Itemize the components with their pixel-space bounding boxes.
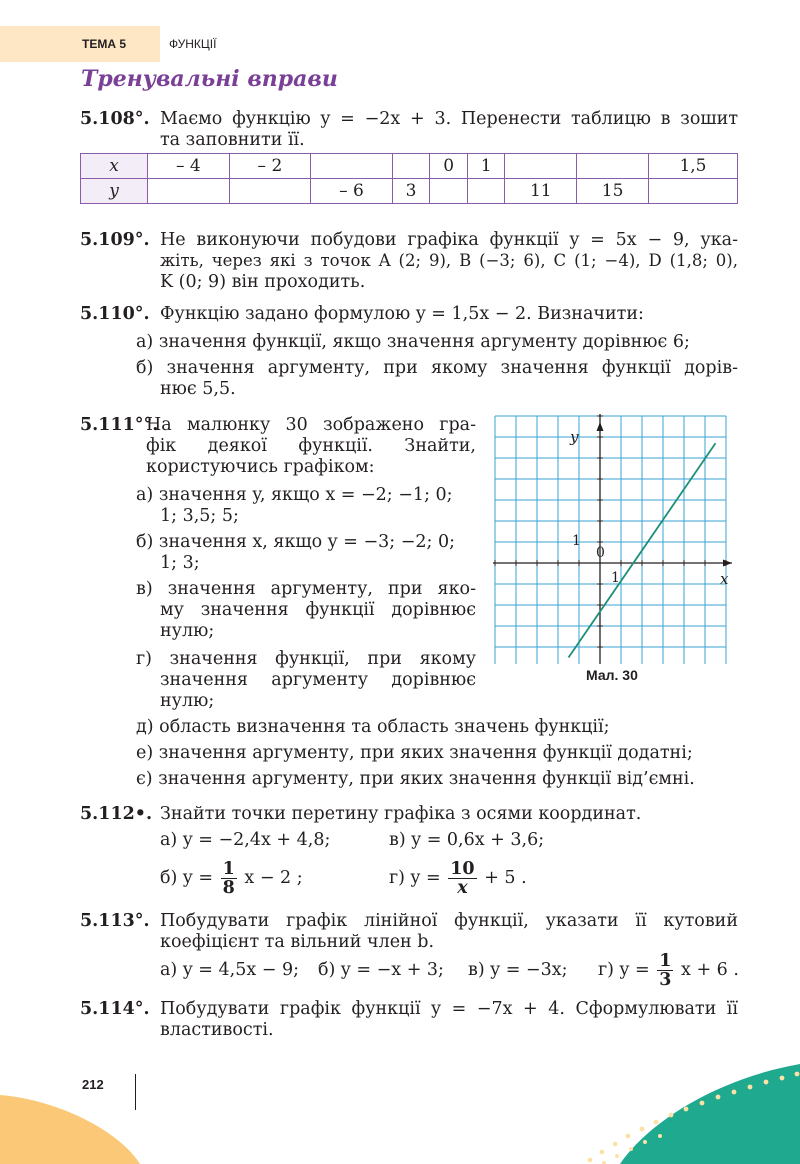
ex110-line1: Функцію задано формулою y = 1,5x − 2. Визначити:: [160, 304, 644, 324]
ex110-b1: б) значення аргументу, при якому значення функції дорів-: [136, 358, 738, 378]
tick-y-label: 1: [572, 533, 581, 549]
ex112-line1: Знайти точки перетину графіка з осями координат.: [160, 804, 642, 824]
x-axis-arrow-icon: [723, 560, 732, 567]
ex111-e: е) значення аргументу, при яких значення функції додатні;: [136, 743, 693, 763]
ex113-g: [598, 950, 739, 990]
ex111-g1: г) значення функції, при якому: [136, 649, 476, 669]
table-cell: 1,5: [648, 154, 737, 179]
table-cell: 1: [467, 154, 505, 179]
ex111-b2: 1; 3;: [160, 553, 200, 573]
figure-caption: Мал. 30: [586, 667, 638, 683]
ex114-line2: властивості.: [160, 1020, 274, 1040]
table-cell: [229, 179, 311, 204]
table-row-x: [81, 154, 738, 179]
ex112-a: а) y = −2,4x + 4,8;: [160, 830, 331, 850]
ex112-g-pre: г) y =: [389, 868, 441, 888]
fraction-denominator: x: [457, 878, 468, 898]
x-axis-label: x: [720, 570, 729, 588]
table-row-y: [81, 179, 738, 204]
ex113-b: б) y = −x + 3;: [318, 960, 444, 980]
ex113-v: в) y = −3x;: [468, 960, 568, 980]
ex111-v3: нулю;: [160, 621, 215, 641]
ex112-number: 5.112•.: [80, 804, 153, 824]
section-title: Тренувальні вправи: [81, 66, 338, 92]
ex111-v1: в) значення аргументу, при яко-: [136, 579, 476, 599]
ex110-a: а) значення функції, якщо значення аргументу дорівнює 6;: [136, 332, 690, 352]
table-cell: 15: [577, 179, 649, 204]
origin-label: 0: [596, 545, 605, 561]
ex110-number: 5.110°.: [80, 304, 150, 324]
topic-label: ТЕМА 5: [82, 37, 127, 51]
ex111-g3: нулю;: [160, 691, 215, 711]
fraction-numerator: 1: [659, 951, 672, 971]
ex112-g-post: + 5 .: [484, 868, 527, 888]
table-cell: – 6: [311, 179, 393, 204]
fraction-numerator: 1: [222, 859, 235, 879]
ex112-v: в) y = 0,6x + 3,6;: [389, 830, 545, 850]
ex111-a1: а) значення y, якщо x = −2; −1; 0;: [136, 485, 453, 505]
ex108-line1: Маємо функцію y = −2x + 3. Перенести таблицю в зошит: [160, 109, 738, 129]
footer-decoration: [0, 1040, 800, 1164]
ex113-a: а) y = 4,5x − 9;: [160, 960, 300, 980]
ex108-number: 5.108°.: [80, 109, 150, 129]
ex114-line1: Побудувати графік функції y = −7x + 4. Сформулювати її: [160, 999, 738, 1019]
topic-name: ФУНКЦІЇ: [169, 37, 217, 51]
ex113-line2: коефіцієнт та вільний член b.: [160, 932, 435, 952]
ex113-g-fraction: [657, 952, 673, 989]
ex111-ye: є) значення аргументу, при яких значення функції від’ємні.: [136, 769, 695, 789]
ex109-number: 5.109°.: [80, 230, 150, 250]
table-cell: [430, 179, 468, 204]
table-cell: 0: [430, 154, 468, 179]
page-number: 212: [82, 1077, 104, 1092]
ex109-line3: K (0; 9) він проходить.: [160, 272, 366, 292]
ex113-g-pre: г) y =: [598, 960, 650, 980]
table-cell: y: [81, 179, 148, 204]
fraction-numerator: 10: [450, 859, 475, 879]
table-cell: [392, 154, 430, 179]
ex111-intro3: користуючись графіком:: [146, 457, 375, 477]
ex109-line1: Не виконуючи побудови графіка функції y = 5x − 9, ука-: [160, 230, 738, 250]
ex111-g2: значення аргументу дорівнює: [160, 670, 476, 690]
ex112-b-post: x − 2 ;: [244, 868, 303, 888]
table-cell: – 4: [148, 154, 230, 179]
ex111-b1: б) значення x, якщо y = −3; −2; 0;: [136, 532, 455, 552]
ex111-intro2: фік деякої функції. Знайти,: [146, 436, 476, 456]
ex111-a2: 1; 3,5; 5;: [160, 506, 239, 526]
ex111-number: 5.111°°.: [80, 415, 159, 435]
table-cell: 3: [392, 179, 430, 204]
ex111-v2: му значення функції дорівнює: [160, 600, 476, 620]
ex114-number: 5.114°.: [80, 999, 150, 1019]
y-axis-arrow-icon: [597, 422, 604, 431]
fraction-denominator: 8: [222, 878, 235, 898]
ex112-g-fraction: [448, 860, 476, 897]
ex112-g: [389, 858, 527, 898]
fraction-denominator: 3: [659, 970, 672, 990]
values-table: [80, 153, 738, 204]
ex112-b-fraction: [221, 860, 237, 897]
ex113-line1: Побудувати графік лінійної функції, указати її кутовий: [160, 911, 738, 931]
header-band: [0, 26, 160, 62]
ex110-b2: нює 5,5.: [160, 379, 236, 399]
table-cell: [148, 179, 230, 204]
ex109-line2: жіть, через які з точок A (2; 9), B (−3; 6), C (1; −4), D (1,8; 0),: [160, 251, 738, 270]
ex113-number: 5.113°.: [80, 911, 150, 931]
graph-grid: [495, 416, 726, 664]
ex113-g-post: x + 6 .: [681, 960, 739, 980]
table-cell: [577, 154, 649, 179]
table-cell: 11: [505, 179, 577, 204]
table-cell: [648, 179, 737, 204]
graph-figure: [490, 414, 740, 664]
ex111-intro1: На малюнку 30 зображено гра-: [146, 415, 476, 435]
table-cell: [311, 154, 393, 179]
ex112-b: [160, 858, 303, 898]
ex112-b-pre: б) y =: [160, 868, 214, 888]
y-axis-label: y: [570, 428, 579, 446]
table-cell: [505, 154, 577, 179]
table-cell: [467, 179, 505, 204]
table-cell: x: [81, 154, 148, 179]
ex111-d: д) область визначення та область значень функції;: [136, 717, 610, 737]
table-cell: – 2: [229, 154, 311, 179]
ex108-line2: та заповнити її.: [160, 130, 305, 150]
tick-x-label: 1: [611, 570, 620, 586]
